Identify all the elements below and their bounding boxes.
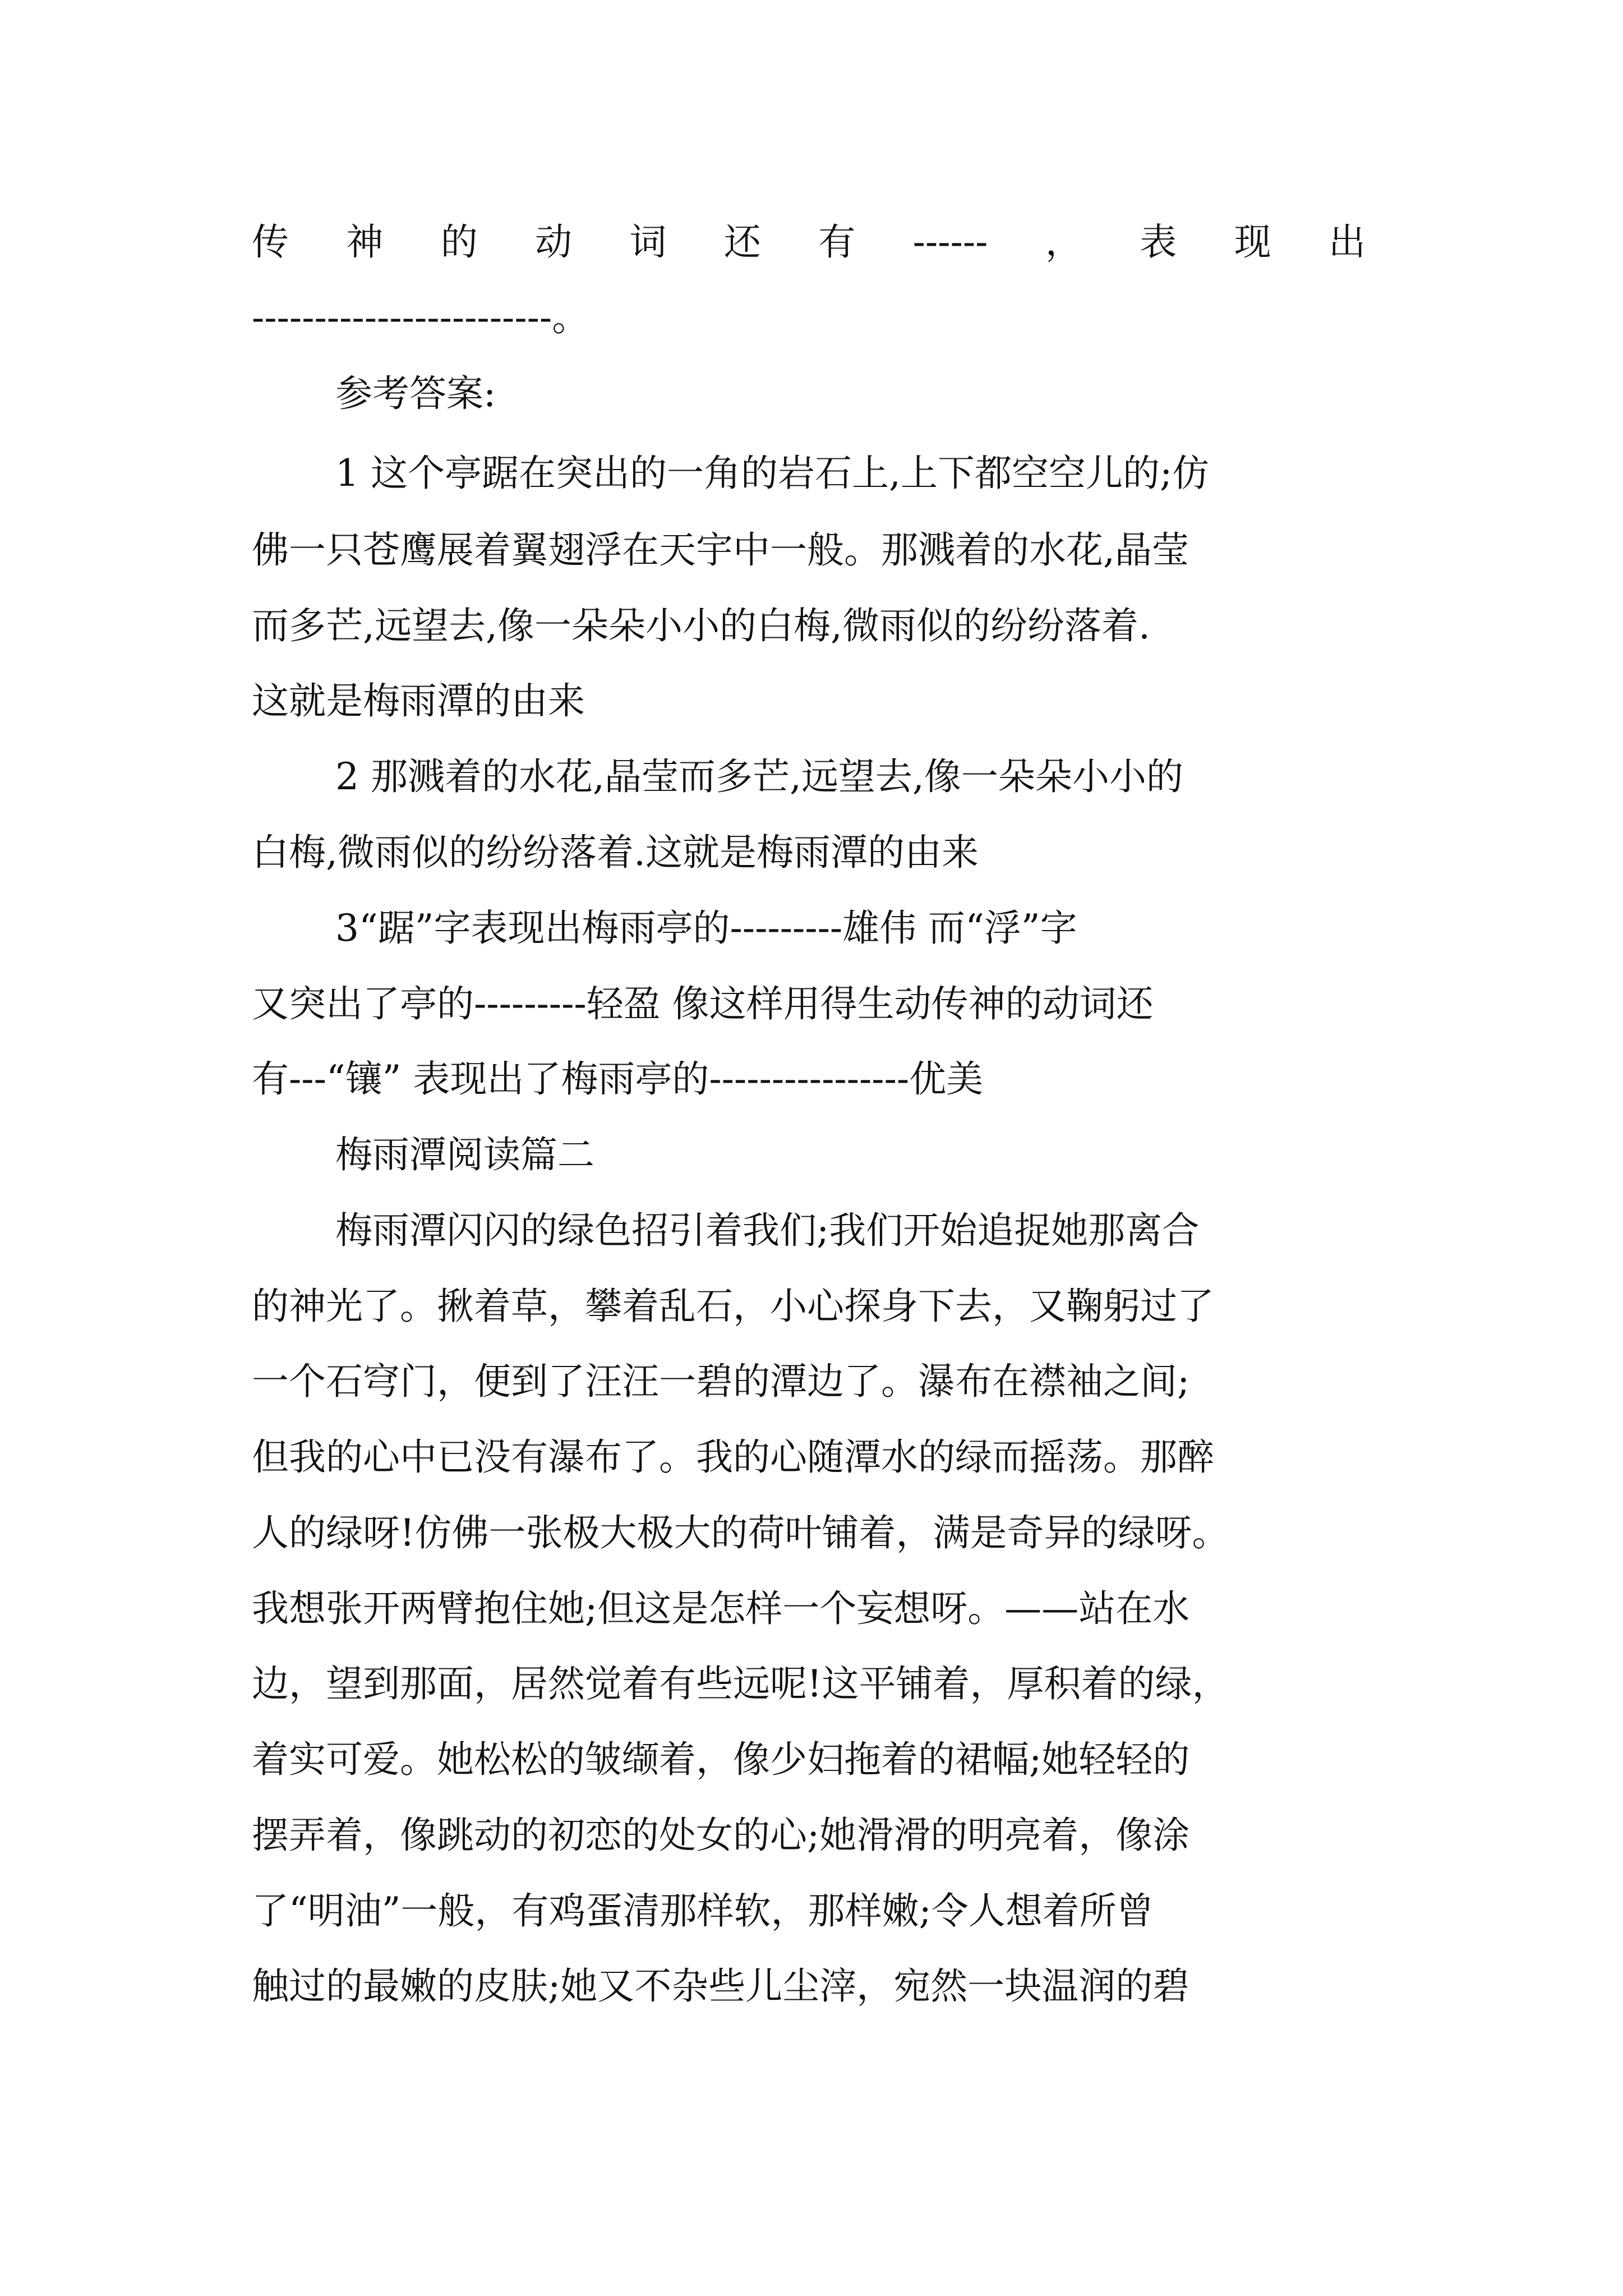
passage-line: 我想张开两臂抱住她;但这是怎样一个妄想呀。——站在水 — [252, 1587, 1190, 1630]
passage-line: 但我的心中已没有瀑布了。我的心随潭水的绿而摇荡。那醉 — [252, 1435, 1214, 1479]
question-char: 出 — [1328, 220, 1366, 264]
answer-1-line: 1 这个亭踞在突出的一角的岩石上,上下都空空儿的;仿 — [335, 452, 1210, 495]
answer-2-line: 白梅,微雨似的纷纷落着.这就是梅雨潭的由来 — [252, 831, 979, 874]
answer-3-line: 3“踞”字表现出梅雨亭的---------雄伟 而“浮”字 — [335, 907, 1077, 950]
question-char: 词 — [629, 220, 667, 264]
passage-line: 摆弄着，像跳动的初恋的处女的心;她滑滑的明亮着，像涂 — [252, 1814, 1190, 1857]
section-title: 梅雨潭阅读篇二 — [335, 1133, 594, 1176]
passage-line: 边，望到那面，居然觉着有些远呢!这平铺着，厚积着的绿， — [252, 1662, 1229, 1705]
question-comma: ， — [1045, 220, 1082, 264]
passage-line: 触过的最嫩的皮肤;她又不杂些儿尘滓，宛然一块温润的碧 — [252, 1964, 1190, 2008]
question-char: 神 — [346, 220, 384, 264]
question-line-1 — [252, 217, 1371, 268]
answer-3-line: 有---“镶” 表现出了梅雨亭的----------------优美 — [252, 1057, 984, 1101]
passage-line: 一个石穹门，便到了汪汪一碧的潭边了。瀑布在襟袖之间; — [252, 1360, 1190, 1403]
passage-line: 了“明油”一般，有鸡蛋清那样软，那样嫩;令人想着所曾 — [252, 1889, 1154, 1932]
question-char: 表 — [1140, 220, 1177, 264]
answer-heading: 参考答案: — [335, 372, 496, 415]
answer-2-line: 2 那溅着的水花,晶莹而多芒,远望去,像一朵朵小小的 — [335, 755, 1183, 798]
passage-line: 人的绿呀!仿佛一张极大极大的荷叶铺着，满是奇异的绿呀。 — [252, 1511, 1229, 1554]
answer-3-line: 又突出了亭的---------轻盈 像这样用得生动传神的动词还 — [252, 982, 1154, 1025]
answer-1-line: 佛一只苍鹰展着翼翅浮在天宇中一般。那溅着的水花,晶莹 — [252, 528, 1189, 572]
question-line-2: ------------------------。 — [252, 296, 589, 339]
question-char: 现 — [1234, 220, 1271, 264]
passage-line: 梅雨潭闪闪的绿色招引着我们;我们开始追捉她那离合 — [335, 1209, 1200, 1252]
passage-line: 的神光了。揪着草，攀着乱石，小心探身下去，又鞠躬过了 — [252, 1285, 1214, 1328]
question-char: 的 — [440, 220, 478, 264]
question-char: 动 — [535, 220, 573, 264]
passage-line: 着实可爱。她松松的皱缬着，像少妇拖着的裙幅;她轻轻的 — [252, 1738, 1190, 1781]
question-char: 有 — [818, 220, 856, 264]
question-char: 还 — [723, 220, 761, 264]
question-blank: ------ — [912, 220, 988, 264]
question-char: 传 — [252, 220, 289, 264]
answer-1-line: 而多芒,远望去,像一朵朵小小的白梅,微雨似的纷纷落着. — [252, 604, 1150, 647]
answer-1-line: 这就是梅雨潭的由来 — [252, 679, 585, 723]
